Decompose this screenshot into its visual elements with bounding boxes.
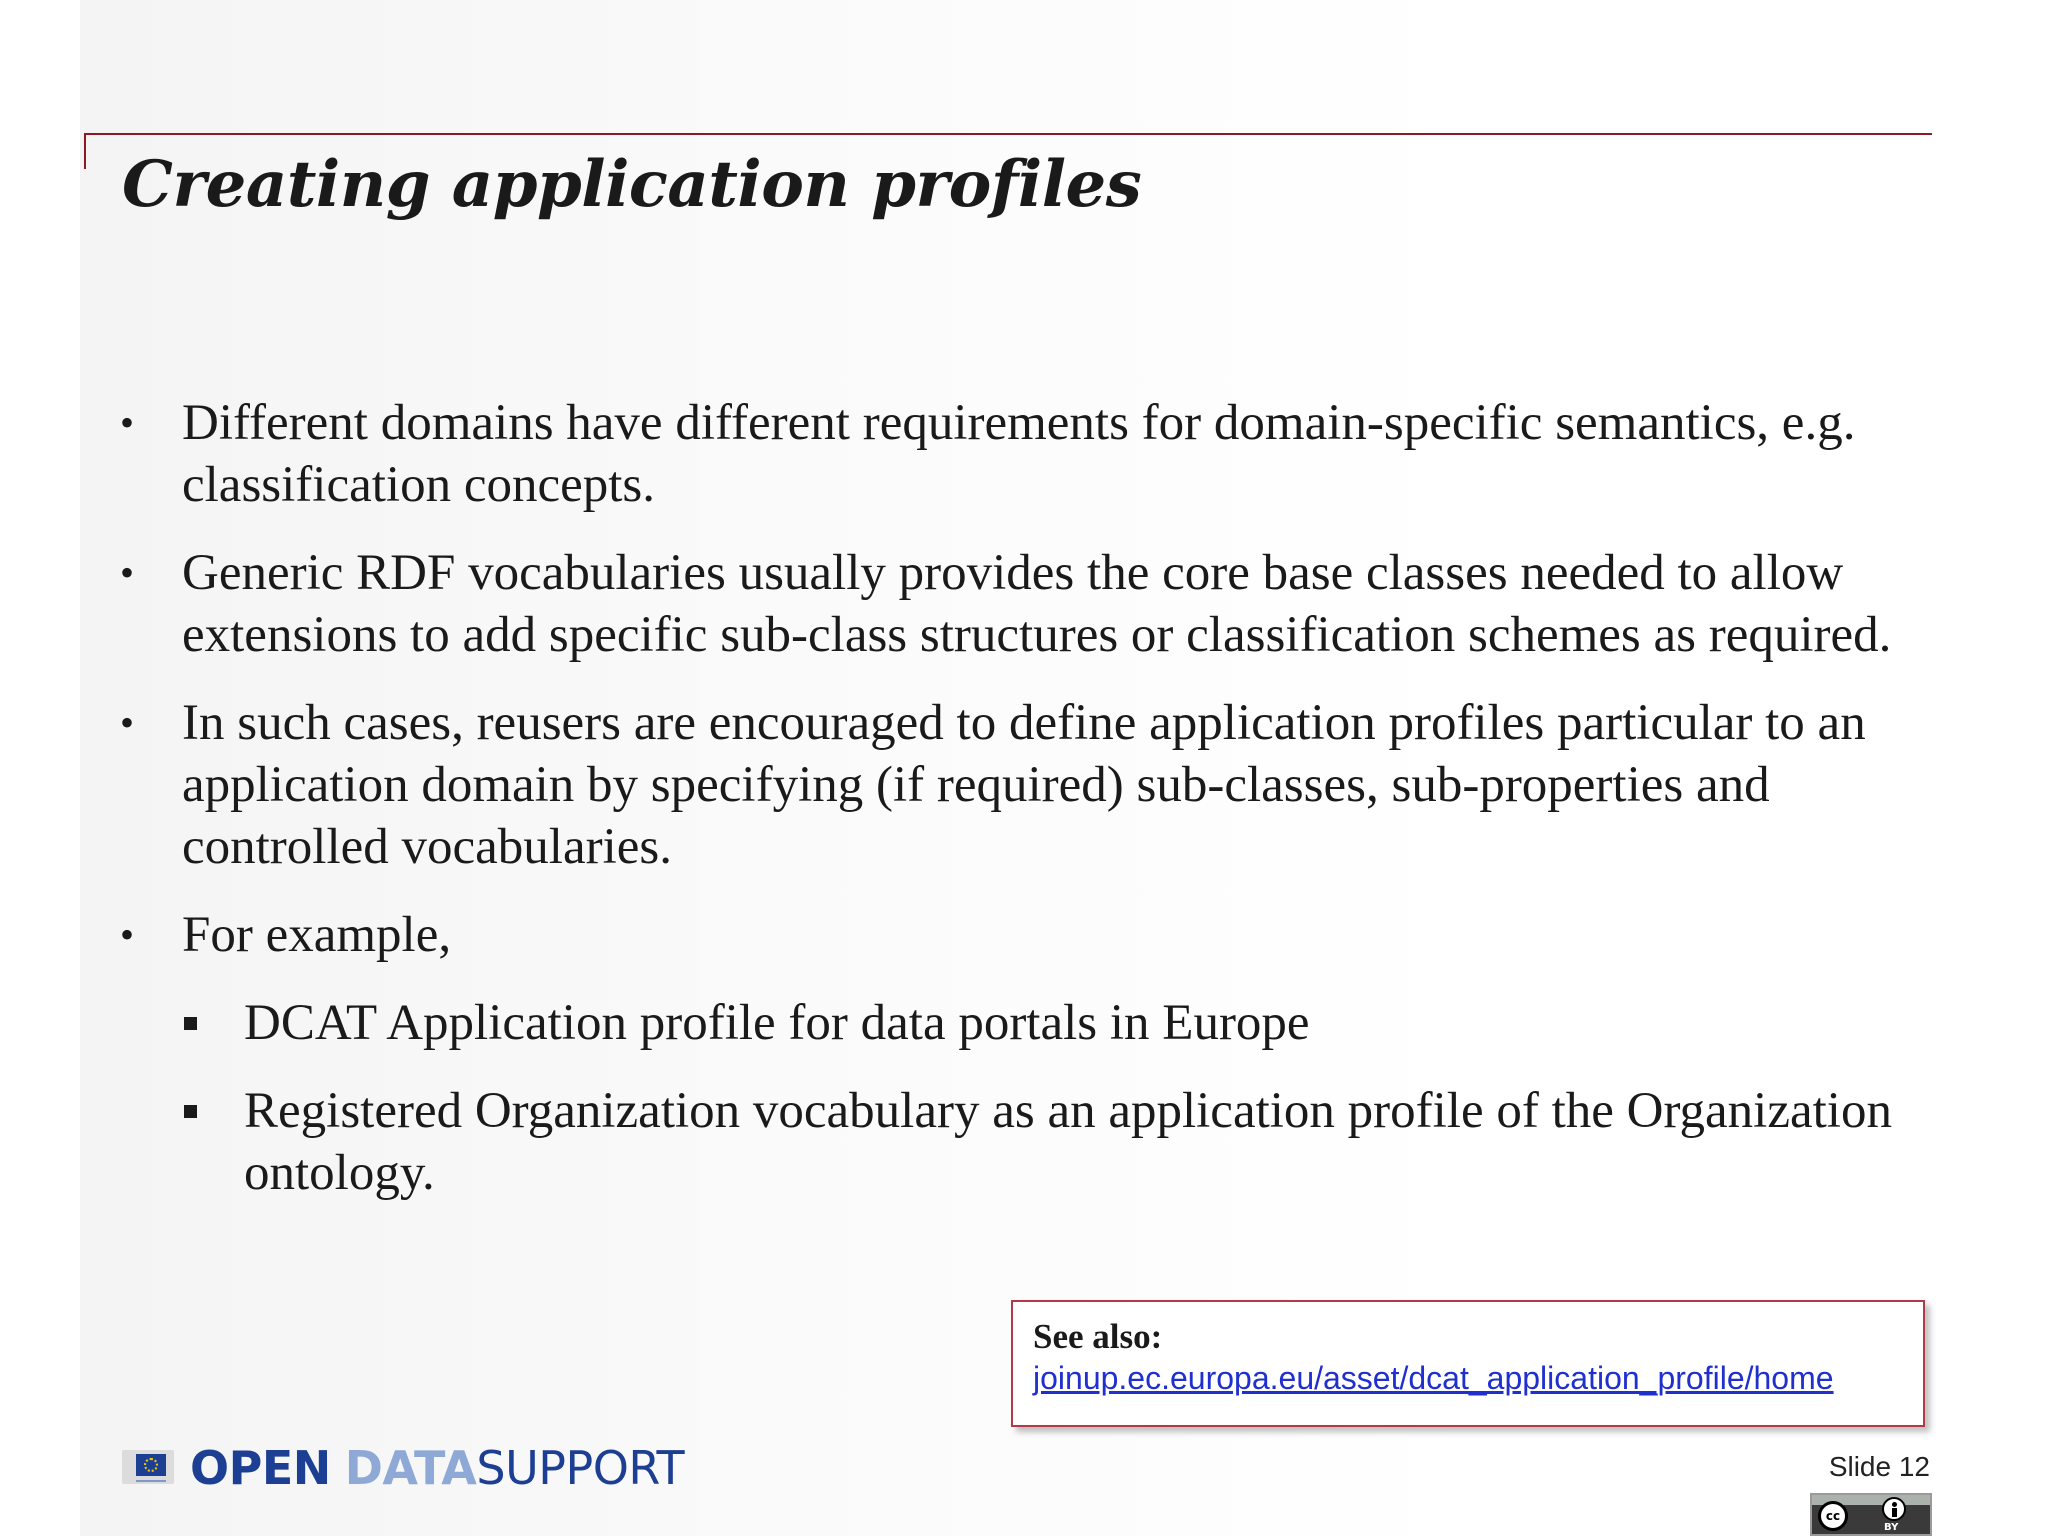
- bullet-item: [120, 542, 1960, 666]
- bullet-marker: •: [120, 912, 135, 957]
- bullet-list: [120, 392, 1960, 1204]
- sub-bullet-text: DCAT Application profile for data portals in Europe: [244, 995, 1310, 1051]
- bullet-item: [120, 904, 1960, 1204]
- bullet-marker: •: [120, 700, 135, 745]
- sub-bullet-list: [182, 992, 1960, 1204]
- logo-word-support: SUPPORT: [476, 1441, 685, 1495]
- bullet-marker: •: [120, 400, 135, 445]
- eu-flag-icon: [122, 1446, 180, 1490]
- attribution-person-icon: [1882, 1497, 1906, 1521]
- bullet-text: Different domains have different requirements for domain-specific semantics, e.g. classification concepts.: [182, 395, 1856, 513]
- see-also-heading: See also:: [1033, 1317, 1163, 1356]
- square-bullet-icon: [184, 1017, 197, 1030]
- bullet-item: [120, 692, 1960, 878]
- bullet-marker: •: [120, 550, 135, 595]
- slide-number: Slide 12: [1828, 1451, 1930, 1482]
- bullet-text: Generic RDF vocabularies usually provides the core base classes needed to allow extensions to add specific sub-class structures or classification schemes as required.: [182, 545, 1892, 663]
- open-data-support-logo: [122, 1438, 684, 1498]
- title-rule: [84, 133, 1932, 135]
- see-also-box: [1011, 1300, 1925, 1427]
- title-corner-tick: [84, 133, 86, 169]
- cc-icon: cc: [1818, 1501, 1848, 1531]
- sub-bullet-item: [182, 992, 1960, 1054]
- sub-bullet-text: Registered Organization vocabulary as an application profile of the Organization ontology.: [244, 1083, 1892, 1201]
- slide-title: Creating application profiles: [122, 147, 1142, 222]
- see-also-link[interactable]: joinup.ec.europa.eu/asset/dcat_application_profile/home: [1033, 1360, 1834, 1396]
- bullet-text: For example,: [182, 907, 452, 963]
- bullet-text: In such cases, reusers are encouraged to define application profiles particular to an application domain by specifying (if required) sub-classes, sub-properties and controlled vocabularies.: [182, 695, 1866, 875]
- logo-word-data: DATA: [344, 1441, 477, 1495]
- square-bullet-icon: [184, 1105, 197, 1118]
- cc-by-icon: [1810, 1493, 1932, 1536]
- bullet-item: [120, 392, 1960, 516]
- sub-bullet-item: [182, 1080, 1960, 1204]
- license-label: BY: [1884, 1522, 1899, 1533]
- slide-content: [120, 392, 1960, 1230]
- logo-word-open: OPEN: [190, 1441, 331, 1495]
